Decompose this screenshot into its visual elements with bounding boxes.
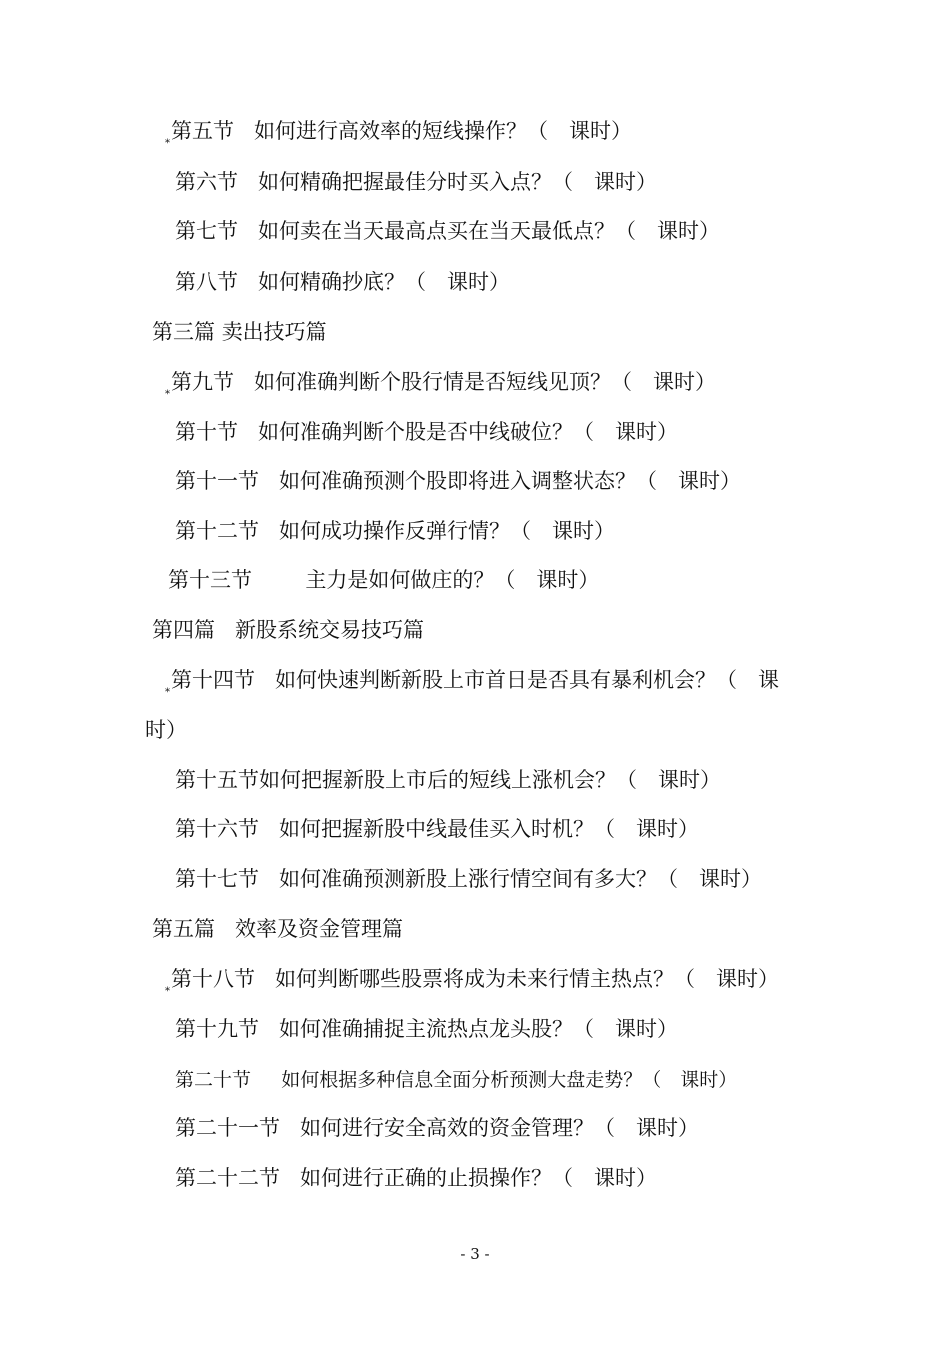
toc-line — [175, 1066, 737, 1094]
marker: * — [165, 986, 170, 997]
section-number: 第十七节 — [175, 867, 259, 891]
toc-line — [165, 965, 779, 998]
toc-line — [175, 865, 762, 893]
toc-line — [175, 467, 741, 495]
section-number: 第二十二节 — [175, 1166, 280, 1190]
section-title: 如何进行高效率的短线操作？（ 课时） — [254, 119, 633, 143]
toc-line — [165, 117, 632, 150]
marker: * — [165, 138, 170, 149]
section-number: 第十三节 — [168, 568, 252, 592]
section-number: 第二十一节 — [175, 1116, 280, 1140]
section-number: 第八节 — [175, 270, 238, 294]
section-title: 如何快速判断新股上市首日是否具有暴利机会？（ 课 — [275, 668, 780, 692]
section-title: 如何精确把握最佳分时买入点？（ 课时） — [258, 170, 658, 194]
section-number: 第十六节 — [175, 817, 259, 841]
section-number: 第十一节 — [175, 469, 259, 493]
section-title: 如何准确预测个股即将进入调整状态？（ 课时） — [279, 469, 742, 493]
section-title: 如何准确判断个股是否中线破位？（ 课时） — [258, 420, 679, 444]
toc-line — [175, 1015, 678, 1043]
section-title: 如何把握新股中线最佳买入时机？（ 课时） — [279, 817, 700, 841]
toc-line — [175, 815, 699, 843]
part-heading — [152, 616, 424, 644]
section-number: 第十八节 — [171, 967, 255, 991]
section-title: 如何进行安全高效的资金管理？（ 课时） — [300, 1116, 700, 1140]
toc-line — [175, 268, 510, 296]
section-number: 第十四节 — [171, 668, 255, 692]
section-title: 如何卖在当天最高点买在当天最低点？（ 课时） — [258, 219, 721, 243]
section-number: 第六节 — [175, 170, 238, 194]
toc-line — [168, 566, 599, 594]
toc-line — [165, 368, 716, 401]
part-number: 第三篇 — [152, 320, 215, 344]
part-heading — [152, 318, 327, 346]
page-number: - 3 - — [460, 1245, 490, 1263]
section-number: 第九节 — [171, 370, 234, 394]
section-title: 如何准确捕捉主流热点龙头股？（ 课时） — [279, 1017, 679, 1041]
toc-line — [175, 168, 657, 196]
section-title: 如何准确预测新股上涨行情空间有多大？（ 课时） — [279, 867, 763, 891]
toc-line — [175, 517, 615, 545]
section-number: 第十二节 — [175, 519, 259, 543]
toc-line — [175, 217, 720, 245]
section-number: 第五节 — [171, 119, 234, 143]
section-number: 第十九节 — [175, 1017, 259, 1041]
part-heading — [152, 915, 403, 943]
part-number: 第四篇 — [152, 618, 215, 642]
section-title: 主力是如何做庄的？（ 课时） — [305, 568, 600, 592]
toc-line — [175, 766, 721, 794]
toc-line — [175, 1164, 657, 1192]
section-title: 如何判断哪些股票将成为未来行情主热点？（ 课时） — [275, 967, 780, 991]
toc-line — [175, 418, 678, 446]
toc-line — [175, 1114, 699, 1142]
part-number: 第五篇 — [152, 917, 215, 941]
toc-line — [165, 666, 779, 699]
section-title: 如何成功操作反弹行情？（ 课时） — [279, 519, 616, 543]
section-title: 如何精确抄底？（ 课时） — [258, 270, 511, 294]
marker: * — [165, 389, 170, 400]
section-number: 第二十节 — [175, 1069, 252, 1091]
part-title: 卖出技巧篇 — [221, 320, 327, 344]
part-title: 效率及资金管理篇 — [235, 917, 404, 941]
section-number: 第十节 — [175, 420, 238, 444]
section-title: 如何准确判断个股行情是否短线见顶？（ 课时） — [254, 370, 717, 394]
section-title-continuation: 时） — [145, 718, 187, 742]
part-title: 新股系统交易技巧篇 — [235, 618, 425, 642]
section-title: 如何进行正确的止损操作？（ 课时） — [300, 1166, 658, 1190]
toc-line-continuation — [145, 716, 187, 744]
marker: * — [165, 687, 170, 698]
section-title: 如何把握新股上市后的短线上涨机会？（ 课时） — [259, 768, 721, 792]
section-number: 第七节 — [175, 219, 238, 243]
section-number: 第十五节 — [175, 768, 259, 792]
section-title: 如何根据多种信息全面分析预测大盘走势？（ 课时） — [281, 1069, 738, 1091]
